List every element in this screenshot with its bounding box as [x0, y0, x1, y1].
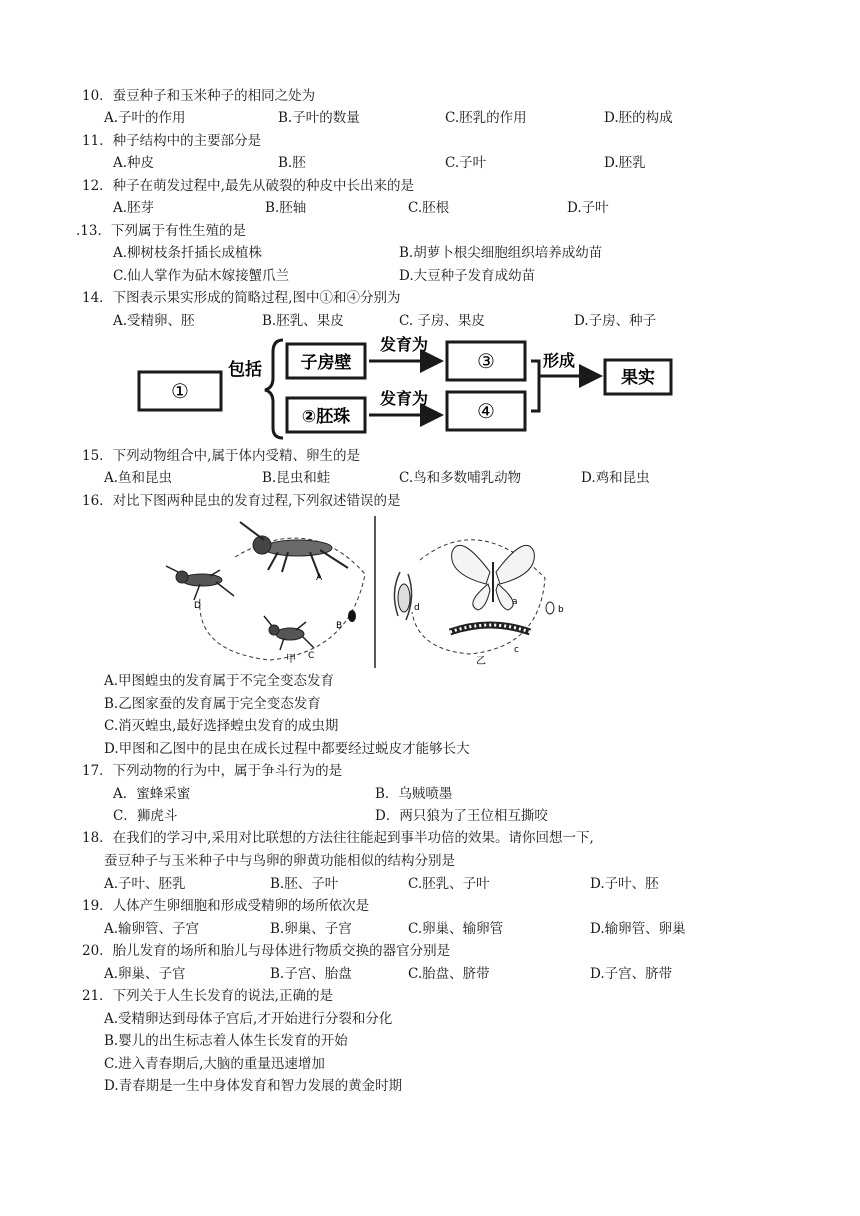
- q10-option-c: C.胚乳的作用: [445, 110, 527, 126]
- q16-option-c: C.消灭蝗虫,最好选择蝗虫发育的成虫期: [104, 718, 339, 734]
- q14-option-c: C. 子房、果皮: [399, 313, 485, 329]
- q12-option-d: D.子叶: [567, 200, 609, 216]
- q14-option-a: A.受精卵、胚: [113, 313, 195, 329]
- q21-option-d: D.青春期是一生中身体发育和智力发展的黄金时期: [104, 1078, 403, 1094]
- fruit-formation-diagram: [135, 330, 680, 440]
- develop-label-1: 发育为: [380, 335, 429, 354]
- q17-option-b: B．乌贼喷墨: [375, 786, 453, 802]
- q11-option-b: B.胚: [278, 155, 306, 171]
- q21-stem: 21．下列关于人生长发育的说法,正确的是: [82, 988, 333, 1004]
- q12-option-c: C.胚根: [408, 200, 450, 216]
- q21-option-a: A.受精卵达到母体子宫后,才开始进行分裂和分化: [104, 1011, 393, 1027]
- q14-option-d: D.子房、种子: [574, 313, 657, 329]
- q11-option-d: D.胚乳: [604, 155, 646, 171]
- q10-option-b: B.子叶的数量: [278, 110, 360, 126]
- label-a-lower: a: [512, 597, 518, 607]
- q12-option-a: A.胚芽: [113, 200, 155, 216]
- q15-stem: 15．下列动物组合中,属于体内受精、卵生的是: [82, 448, 360, 464]
- ovule-label: ②胚珠: [301, 407, 351, 427]
- q16-option-a: A.甲图蝗虫的发育属于不完全变态发育: [104, 673, 335, 689]
- q13-option-a: A.柳树枝条扦插长成植株: [113, 245, 263, 261]
- egg-icon: [348, 610, 356, 622]
- caption-yi: 乙: [476, 656, 486, 667]
- q15-option-d: D.鸡和昆虫: [581, 470, 650, 486]
- label-c-upper: C: [308, 651, 315, 661]
- q13-option-c: C.仙人掌作为砧木嫁接蟹爪兰: [113, 268, 290, 284]
- q15-option-a: A.鱼和昆虫: [104, 470, 173, 486]
- q12-stem: 12．种子在萌发过程中,最先从破裂的种皮中长出来的是: [82, 178, 414, 194]
- q10-option-d: D.胚的构成: [604, 110, 673, 126]
- label-b-lower: b: [558, 605, 564, 615]
- q21-option-c: C.进入青春期后,大脑的重量迅速增加: [104, 1056, 325, 1072]
- q20-option-c: C.胎盘、脐带: [408, 966, 490, 982]
- q11-stem: 11．种子结构中的主要部分是: [82, 133, 262, 149]
- q11-option-c: C.子叶: [445, 155, 487, 171]
- q15-option-c: C.鸟和多数哺乳动物: [399, 470, 522, 486]
- include-label: 包括: [228, 360, 262, 380]
- q20-option-d: D.子宫、脐带: [590, 966, 673, 982]
- caption-jia: 甲: [286, 654, 296, 665]
- q18-option-c: C.胚乳、子叶: [408, 876, 490, 892]
- nymph-d-icon: [166, 566, 234, 600]
- q17-option-a: A．蜜蜂采蜜: [113, 786, 191, 802]
- q10-stem: 10．蚕豆种子和玉米种子的相同之处为: [82, 88, 316, 104]
- insect-development-figure: [160, 512, 580, 670]
- label-b-upper: B: [336, 621, 343, 631]
- q18-option-b: B.胚、子叶: [270, 876, 339, 892]
- q17-option-d: D．两只狼为了王位相互撕咬: [375, 808, 548, 824]
- label-d-upper: D: [194, 601, 201, 611]
- box4-label: ④: [477, 399, 495, 423]
- fruit-label: 果实: [621, 368, 655, 388]
- q19-stem: 19．人体产生卵细胞和形成受精卵的场所依次是: [82, 898, 370, 914]
- q18-option-a: A.子叶、胚乳: [104, 876, 186, 892]
- q16-option-d: D.甲图和乙图中的昆虫在成长过程中都要经过蜕皮才能够长大: [104, 741, 470, 757]
- adult-locust-icon: [240, 522, 348, 578]
- develop-label-2: 发育为: [380, 389, 429, 408]
- q13-option-d: D.大豆种子发育成幼苗: [399, 268, 536, 284]
- ovary-wall-label: 子房壁: [300, 353, 352, 373]
- q18-stem: 18．在我们的学习中,采用对比联想的方法往往能起到事半功倍的效果。请你回想一下,: [82, 830, 594, 846]
- q15-option-b: B.昆虫和蛙: [262, 470, 331, 486]
- q16-stem: 16．对比下图两种昆虫的发育过程,下列叙述错误的是: [82, 493, 401, 509]
- q14-option-b: B.胚乳、果皮: [262, 313, 344, 329]
- q19-option-a: A.输卵管、子宫: [104, 921, 200, 937]
- silkworm-cycle: [394, 540, 564, 667]
- q13-stem: .13．下列属于有性生殖的是: [76, 223, 246, 239]
- q20-stem: 20．胎儿发育的场所和胎儿与母体进行物质交换的器官分别是: [82, 943, 451, 959]
- q17-stem: 17．下列动物的行为中，属于争斗行为的是: [82, 763, 343, 779]
- q20-option-b: B.子宫、胎盘: [270, 966, 352, 982]
- q14-stem: 14．下图表示果实形成的简略过程,图中①和④分别为: [82, 290, 401, 306]
- nymph-c-icon: [264, 616, 314, 650]
- pupa-icon: [394, 572, 411, 620]
- q18-stem-continued: 蚕豆种子与玉米种子中与鸟卵的卵黄功能相似的结构分别是: [104, 853, 455, 869]
- silkworm-egg-icon: [546, 602, 554, 614]
- q12-option-b: B.胚轴: [265, 200, 307, 216]
- q10-option-a: A.子叶的作用: [104, 110, 186, 126]
- q19-option-b: B.卵巢、子宫: [270, 921, 352, 937]
- q19-option-d: D.输卵管、卵巢: [590, 921, 686, 937]
- box3-label: ③: [477, 349, 495, 373]
- q19-option-c: C.卵巢、输卵管: [408, 921, 504, 937]
- q16-option-b: B.乙图家蚕的发育属于完全变态发育: [104, 696, 321, 712]
- q20-option-a: A.卵巢、子官: [104, 966, 186, 982]
- label-d-lower: d: [414, 603, 420, 613]
- brace: [265, 340, 283, 438]
- label-a-upper: A: [316, 573, 323, 583]
- box1-label: ①: [171, 379, 189, 403]
- label-c-lower: c: [514, 645, 519, 655]
- moth-icon: [452, 545, 535, 610]
- q18-option-d: D.子叶、胚: [590, 876, 659, 892]
- q17-option-c: C．狮虎斗: [113, 808, 178, 824]
- q11-option-a: A.种皮: [113, 155, 155, 171]
- q13-option-b: B.胡萝卜根尖细胞组织培养成幼苗: [399, 245, 603, 261]
- locust-cycle: [166, 522, 365, 665]
- form-label: 形成: [543, 351, 576, 370]
- q21-option-b: B.婴儿的出生标志着人体生长发育的开始: [104, 1033, 348, 1049]
- larva-icon: [450, 625, 530, 632]
